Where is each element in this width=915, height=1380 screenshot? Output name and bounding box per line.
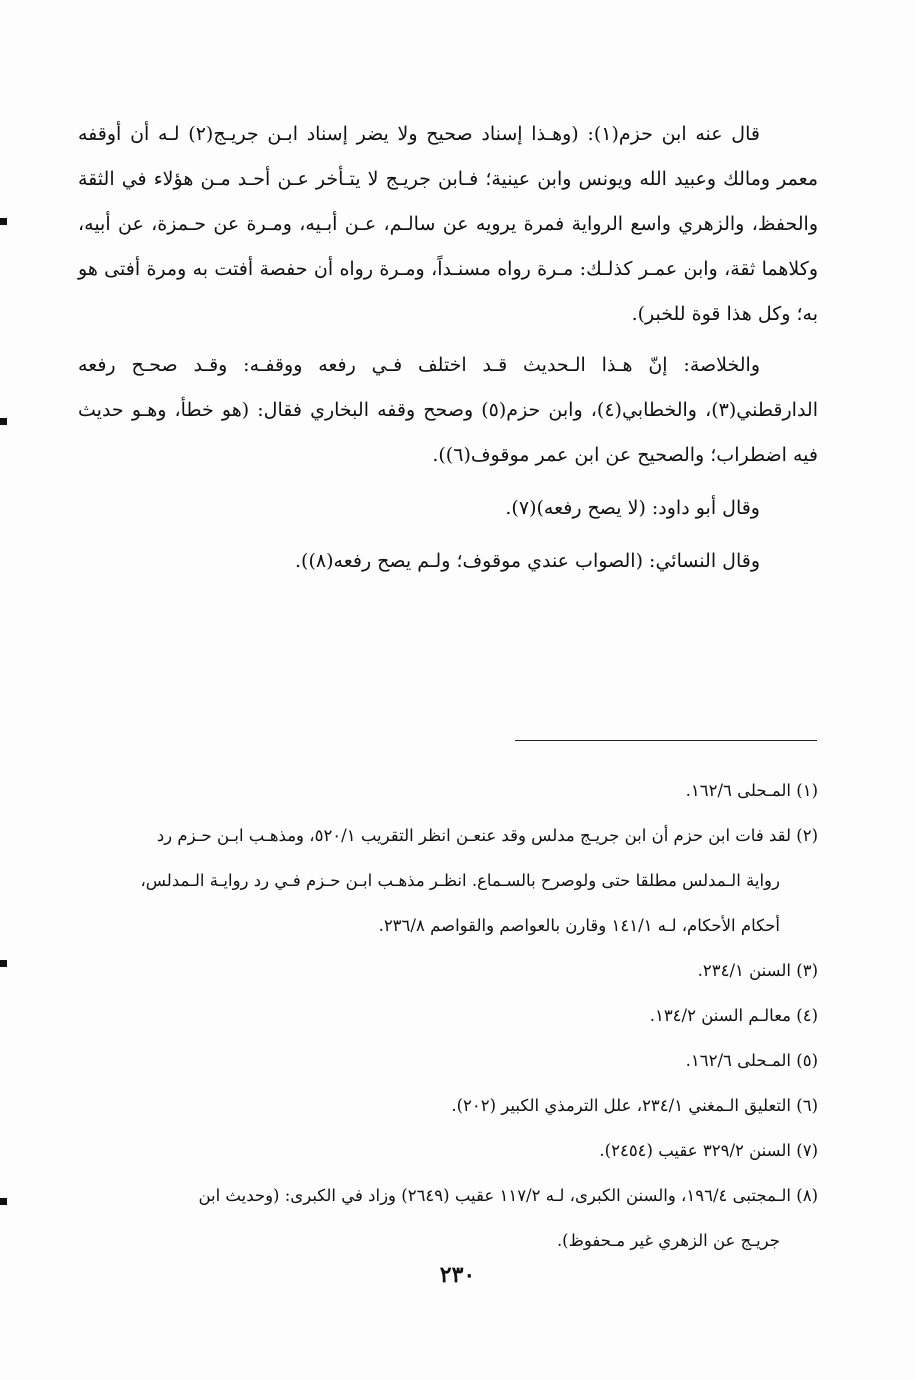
footnote-text: أحكام الأحكام، لـه ١٤١/١ وقارن بالعواصم والقواصم ٢٣٦/٨. [378,916,780,935]
main-paragraph [78,486,818,531]
footnote-text: السنن ٢٣٤/١. [697,961,791,980]
footnote-text: التعليق الـمغني ٢٣٤/١، علل الترمذي الكبير (٢٠٢). [451,1096,791,1115]
main-paragraph [78,539,818,584]
text-line: وقال النسائي: (الصواب عندي موقوف؛ ولـم يصح رفعه(٨)). [295,550,760,572]
text-line: هؤلاء في الثقة والحفظ، والزهري واسع الرواية فمرة يرويه عن سالـم، عـن أبـيه، ومـرة [78,168,818,235]
footnote-number: (٦) [796,1096,818,1115]
footnote-item [78,1128,818,1173]
footnote-text: لقد فات ابن حزم أن ابن جريـج مدلس وقد عنعـن انظر التقريب ٥٢٠/١، ومذهـب ابـن حـزم رد [156,826,791,845]
footnote-text: الـمجتبى ١٩٦/٤، والسنن الكبرى، لـه ١١٧/٢ عقيب (٢٦٤٩) وزاد في الكبرى: (وحديث ابن [198,1186,791,1205]
footnote-item [78,1038,818,1083]
footnote-item [78,993,818,1038]
footnote-item [78,1083,818,1128]
footnotes-section [78,768,818,1263]
footnote-number: (١) [796,781,818,800]
footnote-number: (٤) [796,1006,818,1025]
main-paragraph [78,343,818,478]
footnote-number: (٣) [796,961,818,980]
footnote-item [78,1173,818,1263]
footnote-number: (٢) [796,826,818,845]
footnote-text: رواية الـمدلس مطلقا حتى ولوصرح بالسـماع. انظـر مذهـب ابـن حـزم فـي رد روايـة الـمدلس، [140,871,780,890]
footnote-text: معالـم السنن ١٣٤/٢. [649,1006,791,1025]
text-line: أوقفه معمر ومالك وعبيد الله ويونس وابن عينية؛ فـابن جريـج لا يتـأخر عـن أحـد مـن [78,123,818,190]
footnote-number: (٧) [796,1141,818,1160]
footnote-text: السنن ٣٢٩/٢ عقيب (٢٤٥٤). [599,1141,791,1160]
footnote-item [78,948,818,993]
text-line: عن حـمزة، عن أبيه، وكلاهما ثقة، وابن عمـر كذلـك: مـرة رواه مسنـداً، ومـرة رواه أن [78,213,818,280]
text-line: حديث فيه اضطراب؛ والصحيح عن ابن عمر موقوف(٦)). [78,399,818,466]
text-line: والخلاصة: إنّ هـذا الـحديث قـد اختلف فـي رفعه ووقفـه: وقـد صحـح رفعه [78,354,760,376]
footnote-item [78,768,818,813]
footnote-text: المـحلى ١٦٢/٦. [685,1051,791,1070]
footnote-separator [515,740,817,741]
scan-edge-mark [0,960,7,967]
footnote-text: المـحلى ١٦٢/٦. [685,781,791,800]
scan-edge-mark [0,1198,7,1205]
text-line: حفصة أفتت به ومرة أفتى هو به؛ وكل هذا قوة للخبر). [78,258,818,325]
footnote-text: جريـج عن الزهري غير مـحفوظ). [556,1231,780,1250]
main-paragraph [78,112,818,337]
footnote-number: (٥) [796,1051,818,1070]
main-text-body [78,112,818,584]
text-line: قال عنه ابن حزم(١): (وهـذا إسناد صحيح ولا يضر إسناد ابـن جريـج(٢) لـه أن [130,123,760,145]
page-number: ٢٣٠ [439,1262,476,1288]
text-line: الدارقطني(٣)، والخطابي(٤)، وابن حزم(٥) وصحح وقفه البخاري فقال: (هو خطأ، وهـو [131,399,818,421]
footnote-item [78,813,818,948]
footnote-number: (٨) [796,1186,818,1205]
scan-edge-mark [0,418,7,425]
text-line: وقال أبو داود: (لا يصح رفعه)(٧). [505,497,760,519]
scan-edge-mark [0,218,7,225]
